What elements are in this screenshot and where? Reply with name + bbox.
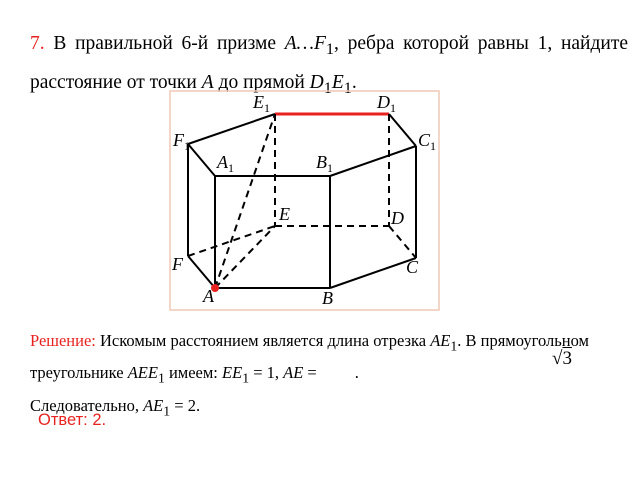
label-a1: $A_1$ [217,152,234,175]
figure-frame [170,91,439,310]
label-f: F [172,254,183,274]
problem-text-1: В правильной 6-й призме [53,33,276,54]
solution-ee1: EE [222,363,243,383]
edge-f1e1 [188,114,275,144]
solution-ae: AE [283,363,304,383]
segment-ae1-hidden [215,114,275,288]
solution-text [30,327,630,424]
solution-aee1-sub: 1 [157,370,165,386]
label-b: B [322,288,333,308]
solution-ae1: AE [430,331,451,350]
prism-name: A…F [284,33,326,54]
label-b1: $B_1$ [316,152,333,175]
answer-text: Ответ: 2. [38,411,107,429]
edge-bc [330,258,416,288]
solution-t8: = 2. [174,395,201,415]
problem-text-3: до прямой [218,71,305,93]
edge-d1c1 [389,114,416,146]
label-c1: $C_1$ [418,130,437,153]
sqrt-value: 3 [562,348,572,369]
label-e1: $E_1$ [253,92,270,115]
solution-t6: . [354,363,359,383]
line-point-a: D [309,71,324,93]
solution-t3: имеем: [168,363,218,383]
problem-end: . [351,71,357,93]
edge-fa [188,256,215,288]
label-a: A [203,286,214,306]
label-e: E [279,204,290,224]
point-name: A [201,71,214,93]
label-d1: $D_1$ [377,92,396,115]
solution-ae1b: AE [143,395,164,415]
line-point-b: E [331,71,344,93]
sqrt-expression: √3 [552,348,572,369]
solution-t2: . В прямоугольном треугольнике [30,331,589,383]
solution-t7: Следовательно, [30,395,139,415]
line-point-b-sub: 1 [343,78,352,97]
solution-ee1-sub: 1 [242,370,250,386]
problem-text-2: , ребра которой равны 1, найдите расстояние от точки [30,33,629,93]
edge-dc-hidden [389,226,416,258]
label-d: D [391,208,404,228]
solution-t1: Искомым расстоянием является длина отрезка [100,331,427,350]
solution-t5: = [307,363,317,383]
solution-aee1: AEE [127,363,158,383]
solution-t4: = 1, [253,363,279,383]
solution-ae1b-sub: 1 [163,402,171,418]
edge-a1f1 [188,144,215,176]
solution-ae1-sub: 1 [450,338,458,354]
solution-label: Решение: [30,331,96,350]
label-f1: $F_1$ [173,130,190,153]
problem-number: 7. [30,33,45,54]
line-point-a-sub: 1 [323,78,332,97]
edge-c1b1 [330,146,416,176]
label-c: C [406,257,419,277]
prism-sub: 1 [325,39,335,58]
